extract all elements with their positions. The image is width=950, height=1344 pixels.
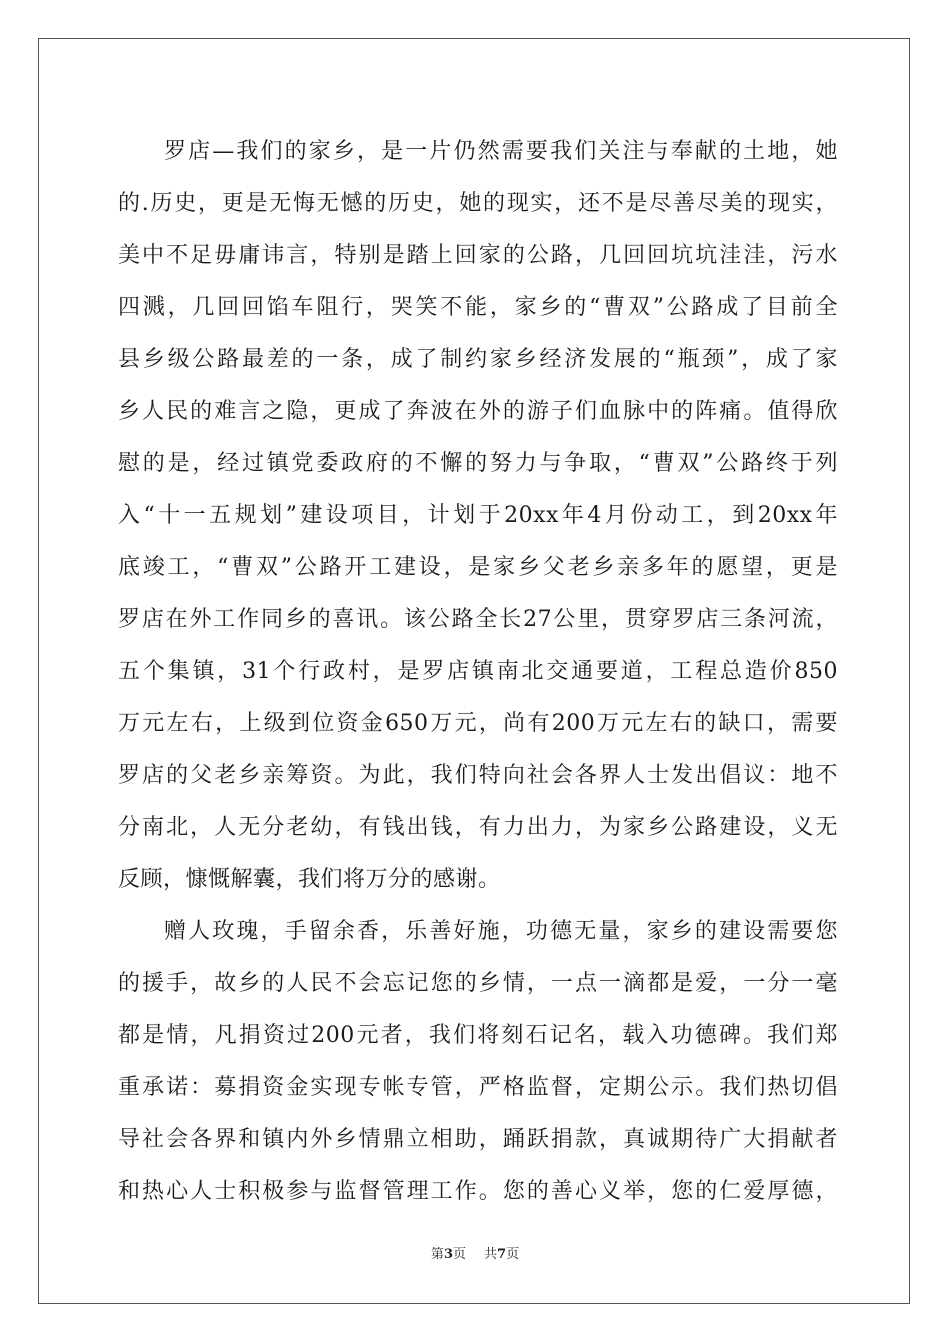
paragraph-2-line-4: 重承诺：募捐资金实现专帐专管，严格监督，定期公示。我们热切倡: [118, 1075, 838, 1100]
paragraph-1-line-4: 四溅，几回回馅车阻行，哭笑不能，家乡的“曹双”公路成了目前全: [118, 295, 838, 320]
page-footer: [0, 1246, 950, 1264]
paragraph-2-line-5: 导社会各界和镇内外乡情鼎立相助，踊跃捐款，真诚期待广大捐献者: [118, 1127, 838, 1152]
paragraph-1-line-12: 万元左右，上级到位资金650万元，尚有200万元左右的缺口，需要: [118, 711, 838, 736]
paragraph-1-line-9: 底竣工，“曹双”公路开工建设，是家乡父老乡亲多年的愿望，更是: [118, 555, 838, 580]
paragraph-1-line-6: 乡人民的难言之隐，更成了奔波在外的游子们血脉中的阵痛。值得欣: [118, 399, 838, 424]
paragraph-1-line-10: 罗店在外工作同乡的喜讯。该公路全长27公里，贯穿罗店三条河流，: [118, 607, 838, 632]
paragraph-1-line-7: 慰的是，经过镇党委政府的不懈的努力与争取，“曹双”公路终于列: [118, 451, 838, 476]
paragraph-2-line-2: 的援手，故乡的人民不会忘记您的乡情，一点一滴都是爱，一分一毫: [118, 971, 838, 996]
paragraph-2-line-6: 和热心人士积极参与监督管理工作。您的善心义举，您的仁爱厚德，: [118, 1179, 838, 1204]
paragraph-1-line-1: 罗店—我们的家乡，是一片仍然需要我们关注与奉献的土地，她: [164, 139, 838, 164]
paragraph-1-line-5: 县乡级公路最差的一条，成了制约家乡经济发展的“瓶颈”，成了家: [118, 347, 838, 372]
total-prefix: 共: [484, 1247, 498, 1262]
paragraph-1-line-11: 五个集镇，31个行政村，是罗店镇南北交通要道，工程总造价850: [118, 659, 838, 684]
page-suffix: 页: [452, 1247, 466, 1262]
paragraph-1-line-13: 罗店的父老乡亲筹资。为此，我们特向社会各界人士发出倡议：地不: [118, 763, 838, 788]
page-prefix: 第: [430, 1247, 444, 1262]
paragraph-2-line-1: 赠人玫瑰，手留余香，乐善好施，功德无量，家乡的建设需要您: [164, 919, 838, 944]
paragraph-1-line-15: 反顾，慷慨解囊，我们将万分的感谢。: [118, 867, 501, 892]
paragraph-1-line-8: 入“十一五规划”建设项目，计划于20xx年4月份动工，到20xx年: [118, 503, 838, 528]
paragraph-1-line-14: 分南北，人无分老幼，有钱出钱，有力出力，为家乡公路建设，义无: [118, 815, 838, 840]
body-text: [118, 126, 838, 1218]
paragraph-1-line-2: 的.历史，更是无悔无憾的历史，她的现实，还不是尽善尽美的现实，: [118, 191, 838, 216]
total-page-number: 7: [497, 1247, 507, 1262]
total-suffix: 页: [506, 1247, 520, 1262]
paragraph-2-line-3: 都是情，凡捐资过200元者，我们将刻石记名，载入功德碑。我们郑: [118, 1023, 838, 1048]
current-page-number: 3: [443, 1247, 453, 1262]
paragraph-1-line-3: 美中不足毋庸讳言，特别是踏上回家的公路，几回回坑坑洼洼，污水: [118, 243, 838, 268]
